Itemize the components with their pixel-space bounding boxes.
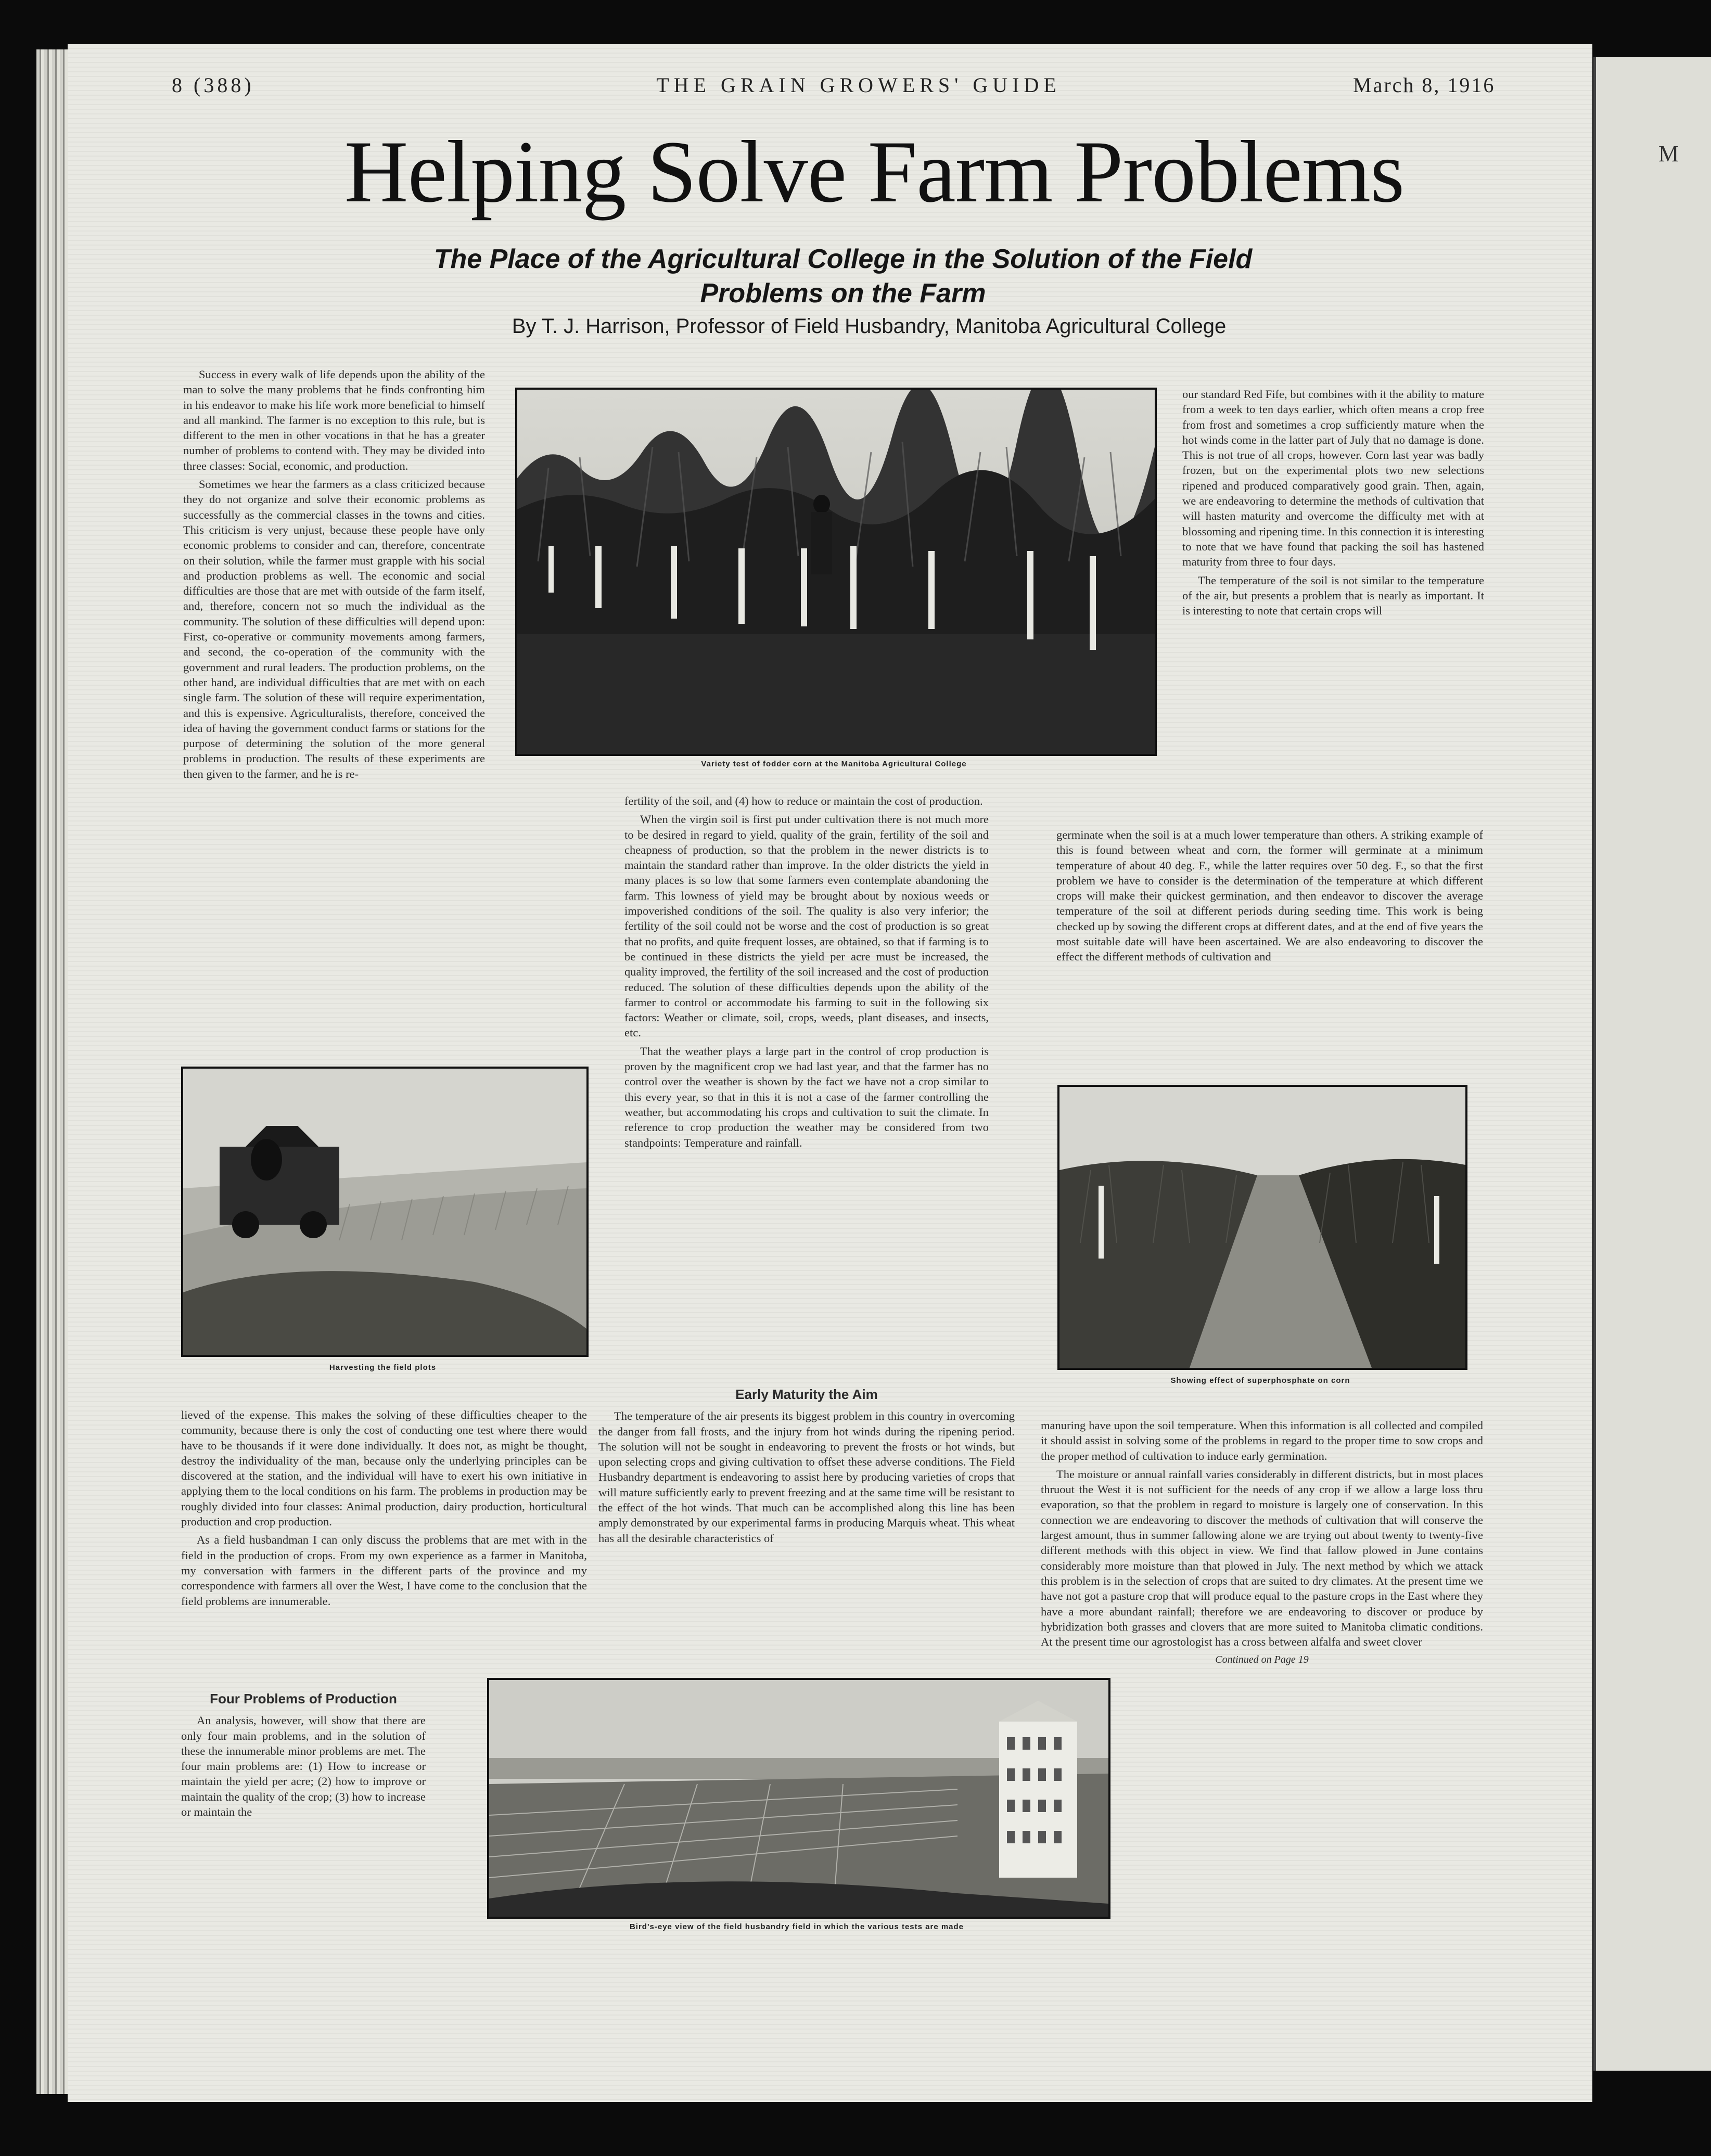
- section-heading-early-maturity: Early Maturity the Aim: [735, 1387, 878, 1402]
- photo-birdseye: [487, 1678, 1110, 1919]
- column-1-bottom: [181, 1407, 587, 1612]
- issue-date: March 8, 1916: [1353, 73, 1496, 97]
- caption-birdseye: Bird's-eye view of the field husbandry field in which the various tests are made: [629, 1922, 964, 1931]
- paragraph: our standard Red Fife, but combines with it the ability to mature from a week to ten days earlier, which often means a crop free from frost and sometimes a crop sufficiently mature when the hot winds come in the latter part of July that no damage is done. This is not true of all crops, however. Corn last year was badly frozen, but on the experimental plots two new selections ripened and produced comparatively good grain. Then, again, we are endeavoring to determine the methods of cultivation that will hasten maturity and overcome the difficulty met with at blossoming and ripening time. In this connection it is interesting to note that we have found that packing the soil has hastened maturity from three to four days.: [1182, 388, 1484, 569]
- page-number: 8 (388): [172, 73, 254, 97]
- paragraph: An analysis, however, will show that there are only four main problems, and in the solution of these the innumerable minor problems are met. The four main problems are: (1) How to increase or maintain the yield per acre; (2) how to improve or maintain the quality of the crop; (3) how to increase or maintain the: [181, 1714, 426, 1819]
- article-subtitle: [328, 242, 1358, 311]
- paragraph: The moisture or annual rainfall varies considerably in different districts, but in most places thruout the West it is not sufficient for the needs of any crop if we allow a large loss thru evaporation, so that the problem in regard to moisture is largely one of conservation. In this connection we are endeavoring to discover the methods of cultivation that will conserve the largest amount, thus in summer fallowing alone we are trying out about twenty to twenty-five different methods with this object in view. We find that fallow plowed in June contains considerably more moisture than that plowed in July. The next method by which we attack this problem is in the selection of crops that are suited to dry climates. At the present time we have not got a pasture crop that will produce equal to the pasture crops in the East where they have a more abundant rainfall; therefore we are endeavoring to discover or produce by hybridization both grasses and clovers that are more suited to Manitoba climatic conditions. At the present time our agrostologist has a cross between alfalfa and sweet clover: [1041, 1467, 1483, 1649]
- superphosphate-image: [1059, 1087, 1465, 1368]
- newspaper-page: [68, 44, 1592, 2104]
- paragraph: Success in every walk of life depends upon the ability of the man to solve the many problems that he finds confronting him in his endeavor to make his life work more beneficial to himself and all mankind. The farmer is no exception to this rule, but is different to the men in other vocations in that he has a greater number of problems to contend with. They may be divided into three classes: Social, economic, and production.: [183, 368, 485, 472]
- column-3-bottom: [1041, 1418, 1483, 1668]
- subtitle-line-1: The Place of the Agricultural College in the Solution of the Field: [433, 244, 1253, 274]
- paragraph: The temperature of the air presents its biggest problem in this country in overcoming the danger from fall frosts, and the injury from hot winds during the ripening period. The solution will not be sought in endeavoring to prevent the frosts or hot winds, but upon selecting crops and giving cultivation to offset these adverse conditions. The Field Husbandry department is endeavoring to assist here by producing varieties of crops that will mature sufficiently early to prevent freezing and at the same time will be resistant to the effect of the hot winds. That much can be accomplished along this line has been amply demonstrated by our experimental farms in producing Marquis wheat. This wheat has all the desirable characteristics of: [598, 1409, 1015, 1545]
- column-1-top: [183, 367, 485, 785]
- fodder-corn-image: [517, 390, 1155, 754]
- birdseye-image: [489, 1680, 1108, 1917]
- page-stack-edges: [36, 49, 68, 2094]
- scanner-bottom-band: [0, 2102, 1711, 2156]
- paragraph: That the weather plays a large part in the control of crop production is proven by the magnificent crop we had last year, and that the farmer has no control over the weather is shown by the fact we have not a crop similar to this every year, so that in this it is not a case of the farmer controlling the weather, but accommodating his crops and cultivation to suit the climate. In reference to crop production the weather may be considered from two standpoints: Temperature and rainfall.: [624, 1044, 989, 1149]
- article-title: Helping Solve Farm Problems: [344, 123, 1404, 221]
- column-2-bottom: [598, 1379, 1015, 1549]
- paragraph: fertility of the soil, and (4) how to reduce or maintain the cost of production.: [624, 794, 983, 807]
- caption-harvesting: Harvesting the field plots: [329, 1363, 437, 1372]
- paragraph: When the virgin soil is first put under cultivation there is not much more to be desired in regard to yield, quality of the grain, fertility of the soil and cheapness of production, so that the problem in the newer districts is to maintain the standard rather than improve. In the older districts the yield in many places is so low that some farmers even contemplate abandoning the farm. This lowness of yield may be brought about by noxious weeds or impoverished conditions of the soil. The quality is also very inferior; the fertility of the soil could not be worse and the cost of production is so great that no profits, and quite frequent losses, are obtained, so that if farming is to be continued in these districts the yield per acre must be increased, the quality improved, the fertility of the soil increased and the cost of production reduced. The solution of these difficulties depends upon the ability of the farmer to control or accommodate his farming to suit in the following six factors: Weather or climate, soil, crops, weeds, plant diseases, and insects, etc.: [624, 813, 989, 1040]
- column-2-middle: [624, 793, 989, 1153]
- caption-fodder-corn: Variety test of fodder corn at the Manitoba Agricultural College: [701, 760, 967, 768]
- column-3-middle: [1056, 827, 1483, 968]
- paragraph: manuring have upon the soil temperature. When this information is all collected and compiled it should assist in solving some of the problems in regard to the proper time to sow crops and the proper method of cultivation to induce early germination.: [1041, 1419, 1483, 1462]
- continued-note: Continued on Page 19: [1215, 1654, 1309, 1666]
- adjacent-page-fragment: M: [1658, 141, 1679, 166]
- paragraph: As a field husbandman I can only discuss the problems that are met with in the field in the production of crops. From my own experience as a farmer in Manitoba, my conversation with farmers in the different parts of the province and my correspondence with farmers all over the West, I have come to the conclusion that the field problems are innumerable.: [181, 1533, 587, 1608]
- paragraph: Sometimes we hear the farmers as a class criticized because they do not organize and solve their economic problems as successfully as the commercial classes in the towns and cities. This criticism is very unjust, because these people have only economic problems to consider and can, therefore, concentrate on their solution, while the farmer must grapple with his social and production problems as well. The economic and social difficulties are those that are met with outside of the farm itself, and, therefore, concern not so much the individual as the community. The solution of these difficulties will depend upon: First, co-operative or community movements among farmers, and second, the co-operation of the community with the government and rural leaders. The production problems, on the other hand, are individual difficulties that are met with on each single farm. The solution of these will require experimentation, and this is expensive. Agriculturalists, therefore, conceived the idea of having the government conduct farms or stations for the purpose of determining the solution of the more general problems in production. The results of these experiments are then given to the farmer, and he is re-: [183, 478, 485, 780]
- column-1-last: [181, 1683, 426, 1823]
- photo-fodder-corn: [515, 388, 1157, 756]
- photo-harvesting: [181, 1067, 589, 1357]
- caption-superphosphate: Showing effect of superphosphate on corn: [1170, 1376, 1350, 1385]
- harvesting-image: [183, 1069, 586, 1355]
- adjacent-page-edge: [1593, 57, 1711, 2071]
- photo-superphosphate: [1057, 1085, 1467, 1370]
- paragraph: The temperature of the soil is not similar to the temperature of the air, but presents a problem that is nearly as important. It is interesting to note that certain crops will: [1182, 573, 1484, 618]
- byline: By T. J. Harrison, Professor of Field Husbandry, Manitoba Agricultural College: [512, 315, 1227, 338]
- section-heading-four-problems: Four Problems of Production: [210, 1691, 397, 1706]
- column-3-top: [1182, 387, 1484, 621]
- paragraph: germinate when the soil is at a much lower temperature than others. A striking example of this is found between wheat and corn, the former will germinate at a minimum temperature of about 40 deg. F., while the latter requires over 50 deg. F., so that the first problem we have to consider is the determination of the temperature at which different crops will make their quickest germination, and then endeavor to discover the average temperature of the soil at different periods during seeding time. This work is being checked up by sowing the different crops at different dates, and at the end of five years the most suitable date will have been ascertained. We are also endeavoring to discover the effect the different methods of cultivation and: [1056, 828, 1483, 964]
- publication-name: THE GRAIN GROWERS' GUIDE: [656, 73, 1061, 97]
- paragraph: lieved of the expense. This makes the solving of these difficulties cheaper to the community, because there is only the cost of conducting one test where there would have to be thousands if it were done individually. It does not, as might be thought, destroy the individuality of the man, because only the underlying principles can be discovered at the station, and the individual will have to exert his own initiative in applying them to the local conditions on his farm. The problems in production may be roughly divided into four classes: Animal production, dairy production, horticultural production and crop production.: [181, 1408, 587, 1529]
- subtitle-line-2: Problems on the Farm: [700, 278, 986, 309]
